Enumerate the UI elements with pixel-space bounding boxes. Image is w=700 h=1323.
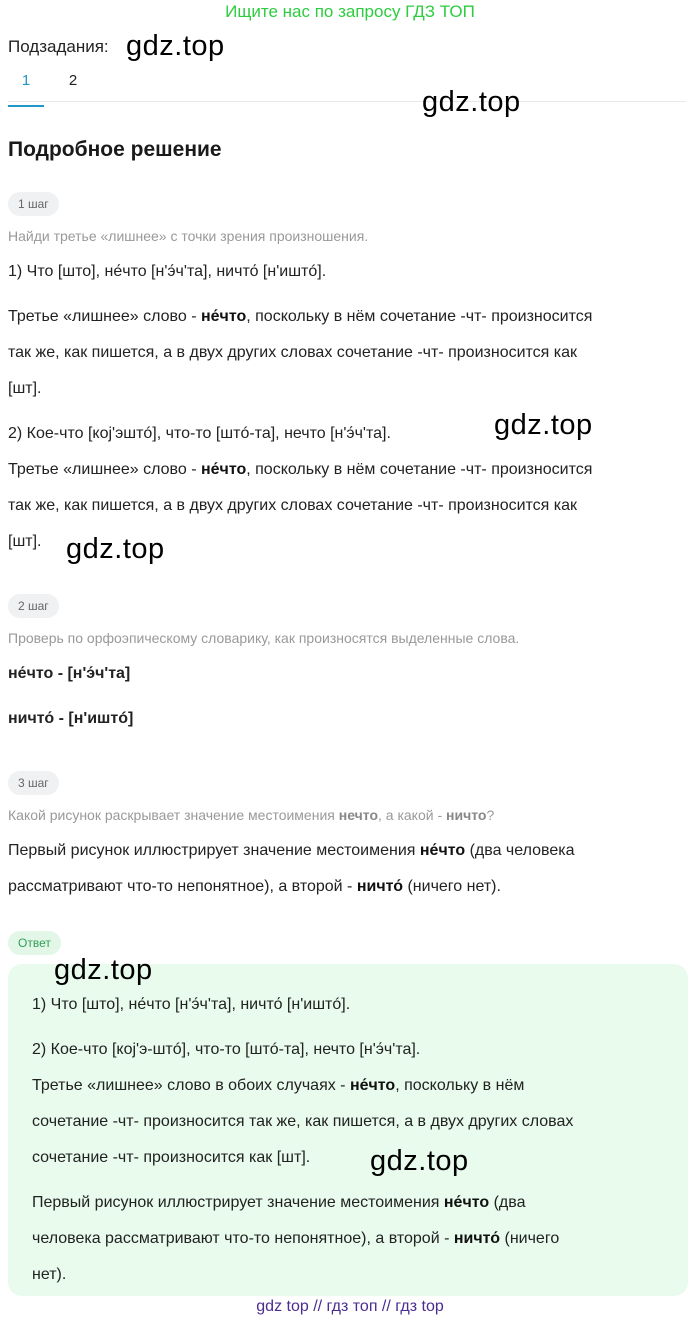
watermark: gdz.top <box>126 30 225 62</box>
step-text-line: рассматривают что-то непонятное), а второй - ничто́ (ничего нет). <box>8 878 501 895</box>
step-text-line: так же, как пишется, а в двух других словах сочетание -чт- произносится как <box>8 497 578 514</box>
answer-text-line: человека рассматривают что-то непонятное), а второй - ничто́ (ничего <box>32 1230 560 1247</box>
subtasks-label: Подзадания: <box>8 37 109 56</box>
step-hint: Какой рисунок раскрывает значение местоимения нечто, а какой - ничто? <box>8 807 495 823</box>
answer-badge: Ответ <box>8 931 61 955</box>
answer-text-line: Первый рисунок иллюстрирует значение местоимения не́что (два <box>32 1194 526 1211</box>
step-text-line: 1) Что [што], не́что [н'э́ч'та], ничто́ [н'иштó]. <box>8 263 327 280</box>
watermark: gdz.top <box>370 1145 469 1177</box>
watermark: gdz.top <box>66 533 165 565</box>
answer-text-line: сочетание -чт- произносится так же, как пишется, а в двух других словах <box>32 1113 574 1130</box>
answer-text-line: 2) Кое-что [коj'э-штó], что-то [штó-та], нечто [н'э́ч'та]. <box>32 1041 421 1058</box>
answer-text-line: 1) Что [што], не́что [н'э́ч'та], ничто́ [н'иштó]. <box>32 996 351 1013</box>
watermark: gdz.top <box>422 86 521 118</box>
step-badge: 1 шаг <box>8 192 59 216</box>
step-text-line: ничто́ - [н'иштó] <box>8 710 134 727</box>
step-badge: 2 шаг <box>8 594 59 618</box>
step-text-line: [шт]. <box>8 533 42 550</box>
watermark: gdz.top <box>494 409 593 441</box>
step-text-line: так же, как пишется, а в двух других словах сочетание -чт- произносится как <box>8 344 578 361</box>
step-hint: Проверь по орфоэпическому словарику, как произносятся выделенные слова. <box>8 630 520 646</box>
promo-link[interactable]: Ищите нас по запросу ГДЗ ТОП <box>225 2 475 21</box>
solution-title: Подробное решение <box>8 138 222 161</box>
answer-text-line: Третье «лишнее» слово в обоих случаях - не́что, поскольку в нём <box>32 1077 525 1094</box>
answer-text-line: сочетание -чт- произносится как [шт]. <box>32 1149 311 1166</box>
watermark: gdz.top <box>54 954 153 986</box>
step-text-line: не́что - [н'э́ч'та] <box>8 665 131 682</box>
step-text-line: Первый рисунок иллюстрирует значение местоимения не́что (два человека <box>8 842 575 859</box>
answer-text-line: нет). <box>32 1266 67 1283</box>
tab-subtask-2[interactable]: 2 <box>68 72 78 89</box>
tabs-divider <box>8 101 686 102</box>
step-hint: Найди третье «лишнее» с точки зрения произношения. <box>8 228 369 244</box>
step-text-line: Третье «лишнее» слово - не́что, поскольку в нём сочетание -чт- произносится <box>8 461 593 478</box>
footer-links[interactable]: gdz top // гдз топ // гдз top <box>256 1298 444 1315</box>
step-text-line: 2) Кое-что [коj'эштó], что-то [штó-та], нечто [н'э́ч'та]. <box>8 425 391 442</box>
tab-subtask-1[interactable]: 1 <box>8 72 44 107</box>
step-text-line: Третье «лишнее» слово - не́что, поскольку в нём сочетание -чт- произносится <box>8 308 593 325</box>
step-text-line: [шт]. <box>8 380 42 397</box>
step-badge: 3 шаг <box>8 771 59 795</box>
